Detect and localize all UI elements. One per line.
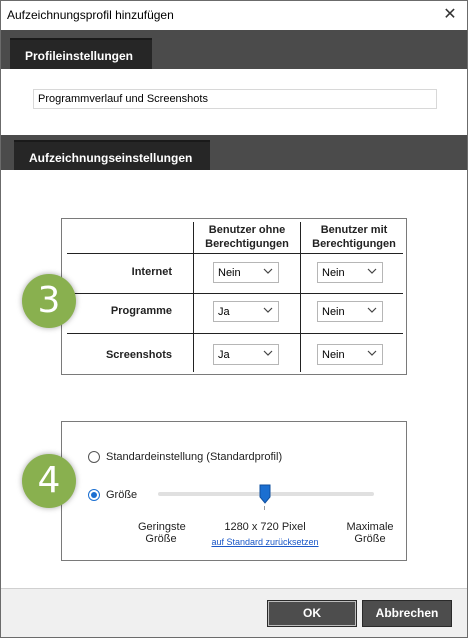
size-settings-box [61, 421, 407, 561]
row-label-screenshots: Screenshots [105, 349, 172, 361]
select-value: Nein [322, 349, 345, 361]
window-title: Aufzeichnungsprofil hinzufügen [7, 8, 174, 22]
default-profile-radio[interactable] [88, 451, 100, 463]
dialog-footer [1, 588, 467, 637]
step-badge-3: 3 [22, 274, 76, 328]
slider-tick [264, 506, 265, 510]
permissions-grid [61, 218, 407, 375]
screenshots-without-rights-select[interactable] [213, 344, 279, 365]
close-icon[interactable]: ✕ [443, 6, 457, 23]
programs-without-rights-select[interactable] [213, 301, 279, 322]
tab-recording-settings[interactable]: Aufzeichnungseinstellungen [14, 140, 210, 170]
step-badge-4: 4 [22, 454, 76, 508]
size-label: Größe [106, 489, 138, 501]
grid-divider [300, 222, 301, 372]
chevron-down-icon [367, 348, 377, 358]
grid-divider [193, 222, 194, 372]
profile-name-field[interactable] [33, 89, 437, 109]
profile-tab-strip [1, 30, 467, 69]
column-header-without-rights: Benutzer ohne Berechtigungen [205, 224, 289, 250]
chevron-down-icon [263, 266, 273, 276]
grid-divider [67, 333, 403, 334]
ok-button[interactable]: OK [267, 600, 357, 627]
programs-with-rights-select[interactable] [317, 301, 383, 322]
size-slider-thumb[interactable] [259, 484, 271, 504]
select-value: Nein [322, 267, 345, 279]
reset-to-default-link[interactable]: auf Standard zurücksetzen [211, 537, 319, 547]
column-header-with-rights: Benutzer mit Berechtigungen [312, 224, 396, 250]
grid-divider [67, 293, 403, 294]
min-size-label: Geringste Größe [138, 521, 186, 545]
recording-tab-strip [1, 135, 467, 170]
select-value: Ja [218, 349, 230, 361]
cancel-button[interactable]: Abbrechen [362, 600, 452, 627]
internet-without-rights-select[interactable] [213, 262, 279, 283]
default-profile-label: Standardeinstellung (Standardprofil) [106, 451, 283, 463]
title-bar [1, 1, 467, 30]
chevron-down-icon [263, 305, 273, 315]
row-label-programs: Programme [110, 305, 172, 317]
tab-profile-settings[interactable]: Profileinstellungen [10, 38, 152, 69]
chevron-down-icon [367, 266, 377, 276]
chevron-down-icon [263, 348, 273, 358]
row-label-internet: Internet [131, 266, 172, 278]
select-value: Nein [218, 267, 241, 279]
select-value: Nein [322, 306, 345, 318]
internet-with-rights-select[interactable] [317, 262, 383, 283]
current-size-value: 1280 x 720 Pixel [224, 521, 306, 533]
chevron-down-icon [367, 305, 377, 315]
screenshots-with-rights-select[interactable] [317, 344, 383, 365]
grid-divider [67, 253, 403, 254]
select-value: Ja [218, 306, 230, 318]
size-radio[interactable] [88, 489, 100, 501]
max-size-label: Maximale Größe [346, 521, 394, 545]
